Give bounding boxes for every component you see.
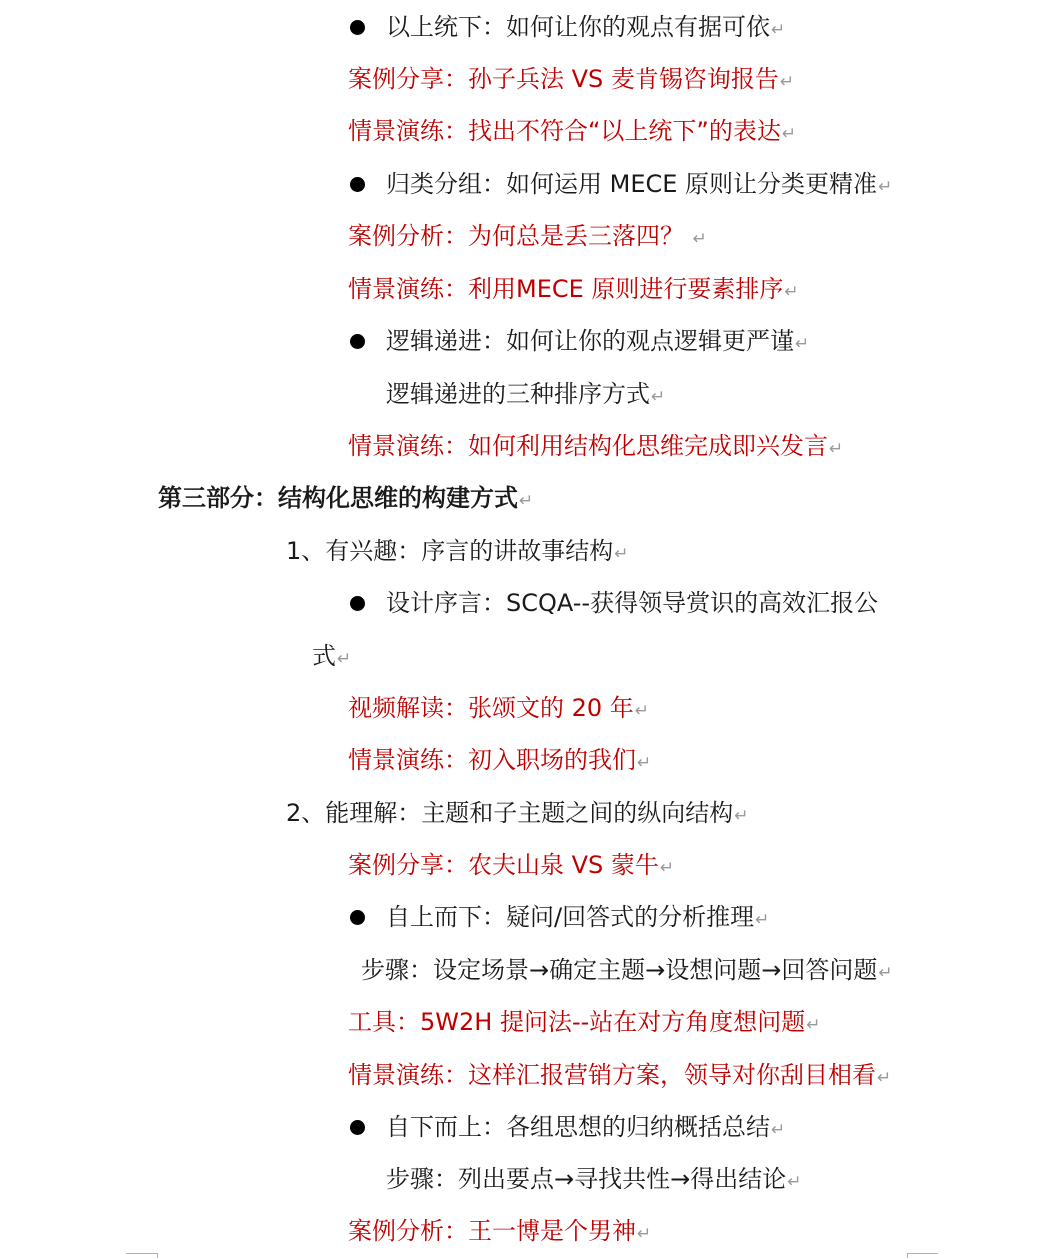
paragraph-mark-icon: ↵ xyxy=(877,1068,892,1088)
paragraph-mark-icon: ↵ xyxy=(795,334,810,354)
paragraph-mark-icon: ↵ xyxy=(337,649,352,669)
paragraph-mark-icon: ↵ xyxy=(634,701,650,721)
paragraph-mark-icon: ↵ xyxy=(779,72,795,92)
margin-corner-mark xyxy=(126,1253,157,1254)
paragraph-mark-icon: ↵ xyxy=(637,1224,652,1244)
paragraph-mark-icon: ↵ xyxy=(878,963,893,983)
exercise-line: 情景演练：如何利用结构化思维完成即兴发言↵ xyxy=(348,432,844,460)
bullet-icon xyxy=(350,20,365,35)
paragraph-mark-icon: ↵ xyxy=(519,491,534,511)
paragraph-mark-icon: ↵ xyxy=(787,1172,802,1192)
subsection-heading: 1、有兴趣：序言的讲故事结构↵ xyxy=(286,537,629,565)
section-heading: 第三部分：结构化思维的构建方式↵ xyxy=(158,484,534,512)
margin-corner-mark xyxy=(157,1253,158,1258)
subsection-heading: 2、能理解：主题和子主题之间的纵向结构↵ xyxy=(286,799,749,827)
paragraph-mark-icon: ↵ xyxy=(878,177,893,197)
paragraph-mark-icon: ↵ xyxy=(781,124,797,144)
bullet-item-text: 逻辑递进：如何让你的观点逻辑更严谨↵ xyxy=(386,327,810,355)
paragraph-mark-icon: ↵ xyxy=(771,1120,786,1140)
paragraph-mark-icon: ↵ xyxy=(784,282,799,302)
bullet-item-text: 以上统下：如何让你的观点有据可依↵ xyxy=(386,13,786,41)
bullet-icon xyxy=(350,910,365,925)
paragraph-mark-icon: ↵ xyxy=(806,1015,821,1035)
margin-corner-mark xyxy=(907,1253,908,1258)
bullet-icon xyxy=(350,177,365,192)
bullet-item-text: 自下而上：各组思想的归纳概括总结↵ xyxy=(386,1113,786,1141)
paragraph-mark-icon: ↵ xyxy=(614,544,629,564)
paragraph-mark-icon: ↵ xyxy=(651,387,666,407)
tool-line: 工具：5W2H 提问法--站在对方角度想问题↵ xyxy=(348,1008,821,1036)
paragraph-mark-icon: ↵ xyxy=(637,753,652,773)
bullet-icon xyxy=(350,1120,365,1135)
bullet-item-text: 设计序言：SCQA--获得领导赏识的高效汇报公 xyxy=(386,589,879,617)
case-line: 案例分享：农夫山泉 VS 蒙牛↵ xyxy=(348,851,675,879)
paragraph-mark-icon: ↵ xyxy=(829,439,844,459)
video-line: 视频解读：张颂文的 20 年↵ xyxy=(348,694,650,722)
paragraph-mark-icon: ↵ xyxy=(692,229,707,249)
bullet-item-text: 归类分组：如何运用 MECE 原则让分类更精准↵ xyxy=(386,170,893,198)
exercise-line: 情景演练：这样汇报营销方案，领导对你刮目相看↵ xyxy=(348,1061,892,1089)
bullet-icon xyxy=(350,596,365,611)
exercise-line: 情景演练：找出不符合“以上统下”的表达↵ xyxy=(348,117,797,145)
paragraph-mark-icon: ↵ xyxy=(755,910,770,930)
exercise-line: 情景演练：利用MECE 原则进行要素排序↵ xyxy=(348,275,799,303)
exercise-line: 情景演练：初入职场的我们↵ xyxy=(348,746,652,774)
case-line: 案例分析：为何总是丢三落四？ ↵ xyxy=(348,222,707,250)
bullet-icon xyxy=(350,334,365,349)
body-line: 逻辑递进的三种排序方式↵ xyxy=(386,380,666,408)
paragraph-mark-icon: ↵ xyxy=(659,858,675,878)
margin-corner-mark xyxy=(907,1253,938,1254)
body-line-continuation: 式↵ xyxy=(312,642,352,670)
paragraph-mark-icon: ↵ xyxy=(734,806,749,826)
case-line: 案例分析：王一博是个男神↵ xyxy=(348,1217,652,1245)
paragraph-mark-icon: ↵ xyxy=(771,20,786,40)
bullet-item-text: 自上而下：疑问/回答式的分析推理↵ xyxy=(386,903,770,931)
steps-line: 步骤：列出要点→寻找共性→得出结论↵ xyxy=(386,1165,802,1193)
case-line: 案例分享：孙子兵法 VS 麦肯锡咨询报告↵ xyxy=(348,65,795,93)
steps-line: 步骤：设定场景→确定主题→设想问题→回答问题↵ xyxy=(361,956,893,984)
